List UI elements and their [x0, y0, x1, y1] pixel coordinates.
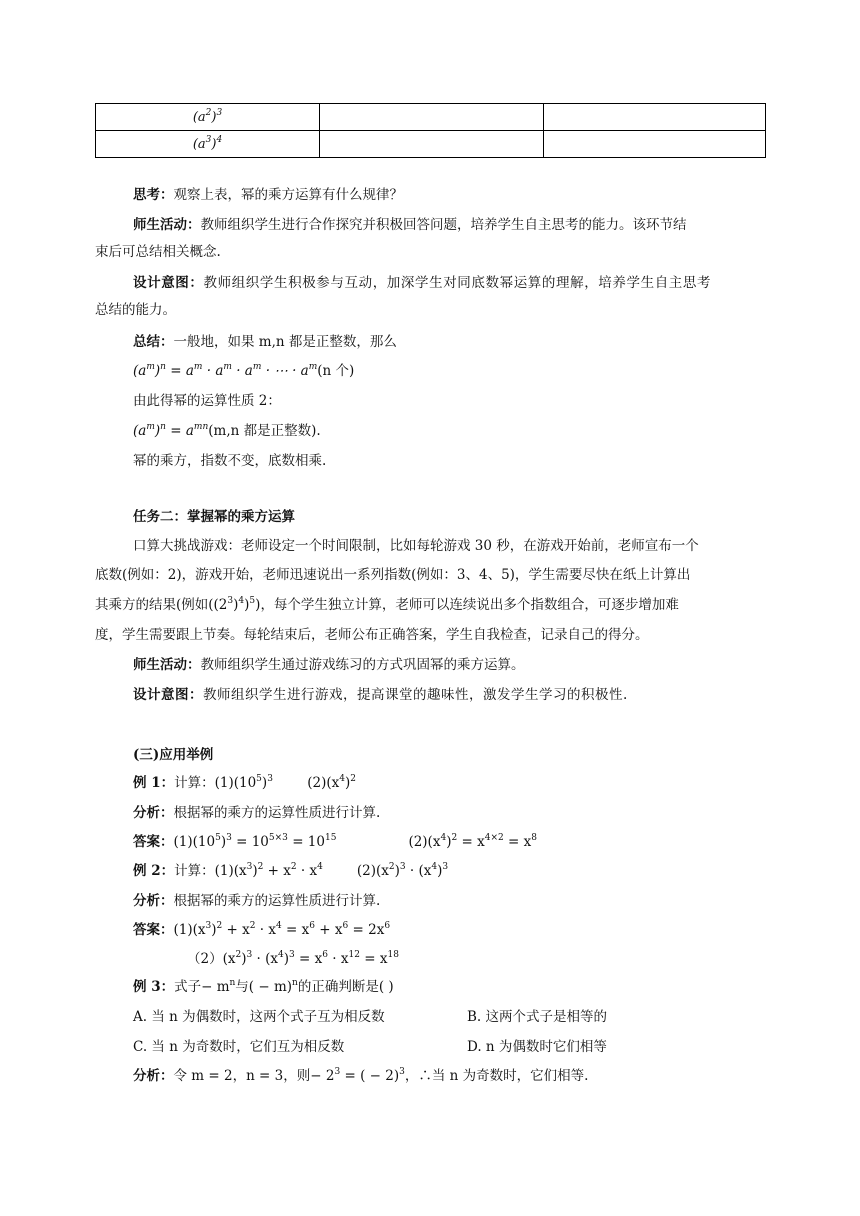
formula-expanded: $(a^m)^n = a^m \cdot a^m \cdot a^m$ · ⋯ · $a^m(n$ 个): [133, 362, 355, 379]
table-row: [96, 104, 766, 131]
think-paragraph: 思考：观察上表，幂的乘方运算有什么规律？: [133, 187, 403, 203]
table-cell-empty: [544, 104, 766, 131]
option-b: B. 这两个式子是相等的: [467, 1009, 608, 1025]
rule-text: 幂的乘方，指数不变，底数相乘.: [133, 453, 327, 469]
example2-analysis: 分析：根据幂的乘方的运算性质进行计算.: [133, 893, 381, 909]
option-c: C. 当 n 为奇数时，它们互为相反数: [133, 1039, 345, 1055]
table-cell-empty: [544, 131, 766, 158]
example2-answer: 答案：$(1)(x^3)^2 + x^2 \cdot x^4 = x^6 + x^6 = 2x^6$: [133, 921, 391, 938]
task2-paragraph-line: 口算大挑战游戏：老师设定一个时间限制，比如每轮游戏 30 秒，在游戏开始前，老师宣布一个: [133, 538, 699, 554]
task2-activity: 师生活动：教师组织学生通过游戏练习的方式巩固幂的乘方运算。: [133, 657, 525, 673]
option-d: D. n 为偶数时它们相等: [467, 1039, 607, 1055]
option-a: A. 当 n 为偶数时，这两个式子互为相反数: [133, 1009, 385, 1025]
task2-paragraph-line: 底数(例如：2)，游戏开始，老师迅速说出一系列指数(例如：3、4、5)，学生需要尽快在纸上计算出: [95, 567, 691, 583]
example3: 例 3：式子− $m^n$与( − m)$^n$的正确判断是( ): [133, 978, 394, 995]
table-row: [96, 131, 766, 158]
table-cell-empty: [320, 104, 544, 131]
table-cell-expression: $(a^2)^3$: [96, 104, 320, 131]
power-table: [95, 103, 766, 158]
example1-analysis: 分析：根据幂的乘方的运算性质进行计算.: [133, 805, 381, 821]
design-paragraph: 设计意图：教师组织学生积极参与互动，加深学生对同底数幂运算的理解，培养学生自主思考: [133, 275, 712, 291]
table-cell-empty: [320, 131, 544, 158]
example1: 例 1：计算：$(1)(10^5)^3$ $(2)(x^4)^2$: [133, 774, 357, 791]
formula-property: $(a^m)^n = a^{mn}(m,n$ 都是正整数).: [133, 422, 321, 439]
example2-answer-part2: $(2)(x^2)^3 \cdot (x^4)^3 = x^6 \cdot x^{12} = x^{18}$: [187, 950, 399, 967]
task2-paragraph-line: 其乘方的结果(例如$((2^3)^4)^5$)，每个学生独立计算，老师可以连续说出多个指数组合，可逐步增加难: [95, 596, 679, 613]
section3-title: (三)应用举例: [133, 747, 214, 763]
example1-answer: 答案：$(1)(10^5)^3 = 10^{5\times 3} = 10^{15}$ $(2)(x^4)^2 = x^{4\times 2} = x^8$: [133, 833, 537, 850]
table-cell-expression: $(a^3)^4$: [96, 131, 320, 158]
example2: 例 2：计算：$(1)(x^3)^2 + x^2 \cdot x^4$ $(2)(x^2)^3 \cdot (x^4)^3$: [133, 862, 449, 879]
property-intro: 由此得幂的运算性质 2：: [133, 393, 281, 409]
task2-paragraph-line: 度，学生需要跟上节奏。每轮结束后，老师公布正确答案，学生自我检查，记录自己的得分。: [95, 627, 649, 643]
example3-analysis: 分析：令 m = 2，n = 3，则− $2^3$ = ( − 2)$^3$，∴当 n 为奇数时，它们相等.: [133, 1067, 589, 1084]
task2-design: 设计意图：教师组织学生进行游戏，提高课堂的趣味性，激发学生学习的积极性.: [133, 687, 628, 703]
activity-paragraph-cont: 束后可总结相关概念.: [95, 244, 221, 260]
design-paragraph-cont: 总结的能力。: [95, 302, 176, 318]
activity-paragraph: 师生活动：教师组织学生进行合作探究并积极回答问题，培养学生自主思考的能力。该环节结: [133, 217, 687, 233]
summary-paragraph: 总结：一般地，如果 m,n 都是正整数，那么: [133, 334, 397, 350]
task2-title: 任务二：掌握幂的乘方运算: [133, 509, 295, 525]
